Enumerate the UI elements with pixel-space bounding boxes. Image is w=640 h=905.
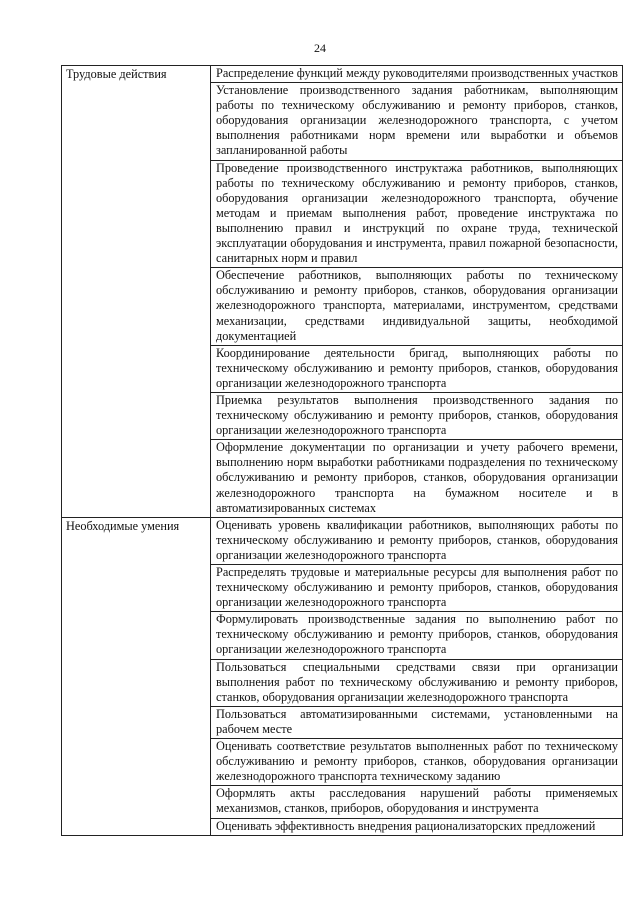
list-item: Пользоваться специальными средствами связи при организации выполнения работ по техническому обслуживанию и ремонту приборов, станков, оборудования организации железнодорожного транспорта bbox=[211, 660, 622, 707]
competency-table bbox=[61, 65, 623, 836]
list-item: Обеспечение работников, выполняющих работы по техническому обслуживанию и ремонту приборов, станков, оборудования организации железнодорожного транспорта, материалами, инструментом, средствами механизации, средствами индивидуальной защиты, необходимой документацией bbox=[211, 268, 622, 345]
table-row-labor-actions bbox=[62, 66, 623, 518]
list-item: Распределение функций между руководителями производственных участков bbox=[211, 66, 622, 83]
list-item: Оценивать уровень квалификации работников, выполняющих работы по техническому обслуживанию и ремонту приборов, станков, оборудования организации железнодорожного транспорта bbox=[211, 518, 622, 565]
page-number: 24 bbox=[314, 41, 326, 55]
list-item: Приемка результатов выполнения производственного задания по техническому обслуживанию и ремонту приборов, станков, оборудования организации железнодорожного транспорта bbox=[211, 393, 622, 440]
section-label-required-skills: Необходимые умения bbox=[62, 517, 211, 835]
list-item: Координирование деятельности бригад, выполняющих работы по техническому обслуживанию и ремонту приборов, станков, оборудования организации железнодорожного транспорта bbox=[211, 346, 622, 393]
list-item: Распределять трудовые и материальные ресурсы для выполнения работ по техническому обслуживанию и ремонту приборов, станков, оборудования организации железнодорожного транспорта bbox=[211, 565, 622, 612]
section-label-labor-actions: Трудовые действия bbox=[62, 66, 211, 518]
section-items-required-skills bbox=[211, 517, 623, 835]
list-item: Оценивать эффективность внедрения рационализаторских предложений bbox=[216, 818, 596, 833]
section-items-labor-actions bbox=[211, 66, 623, 518]
list-item: Проведение производственного инструктажа работников, выполняющих работы по техническому обслуживанию и ремонту приборов, станков, оборудования организации железнодорожного транспорта, обучение методам и приемам выполнения работ, проведение инструктажа по выполнению правил и инструкций по охране труда, технической эксплуатации оборудования и инструмента, правил пожарной безопасности, санитарных норм и правил bbox=[211, 161, 622, 269]
table-row-required-skills bbox=[62, 517, 623, 835]
list-item: Установление производственного задания работникам, выполняющим работы по техническому обслуживанию и ремонту приборов, станков, оборудования организации железнодорожного транспорта, с учетом выполнения работниками норм времени или выработки и объемов запланированной работы bbox=[211, 83, 622, 160]
list-item: Пользоваться автоматизированными системами, установленными на рабочем месте bbox=[211, 707, 622, 739]
list-item: Оценивать соответствие результатов выполненных работ по техническому обслуживанию и ремонту приборов, станков, оборудования организации железнодорожного транспорта техническому заданию bbox=[211, 739, 622, 786]
list-item: Оформление документации по организации и учету рабочего времени, выполнению норм выработки работниками подразделения по техническому обслуживанию и ремонту приборов, станков, оборудования организации железнодорожного транспорта на бумажном носителе и в автоматизированных системах bbox=[216, 440, 618, 515]
list-item: Оформлять акты расследования нарушений работы применяемых механизмов, станков, приборов, оборудования и инструмента bbox=[211, 786, 622, 818]
list-item: Формулировать производственные задания по выполнению работ по техническому обслуживанию и ремонту приборов, станков, оборудования организации железнодорожного транспорта bbox=[211, 612, 622, 659]
